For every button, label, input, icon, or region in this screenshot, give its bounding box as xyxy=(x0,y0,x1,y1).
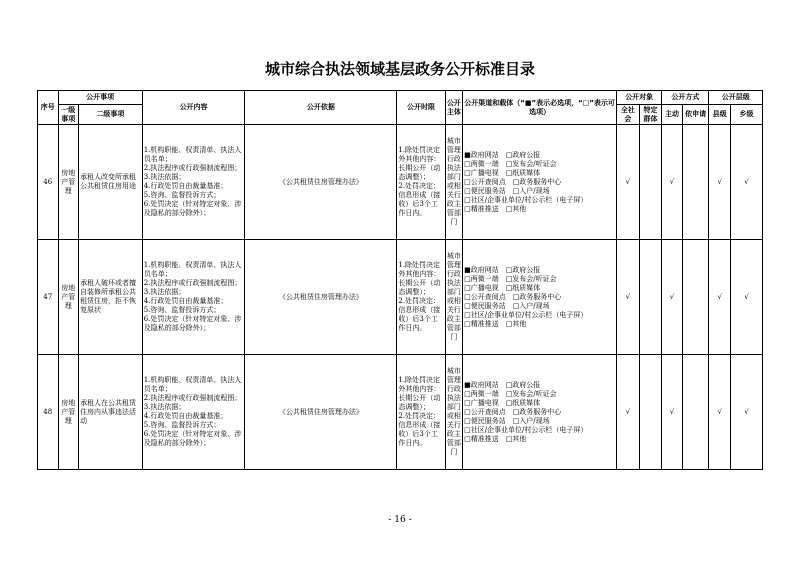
row-level-town: √ xyxy=(731,355,763,470)
row-time: 1.除处罚决定外其他内容：长期公开（动态调整）； 2.处罚决定：信息形成（接收）后3个工作日内。 xyxy=(397,125,445,240)
row-method-apply xyxy=(682,355,709,470)
table-row xyxy=(38,125,763,240)
row-subject: 城市管理行政执法部门或相关行政主管部门 xyxy=(445,125,462,240)
row-method-apply xyxy=(682,240,709,355)
row-time: 1.除处罚决定外其他内容：长期公开（动态调整）； 2.处罚决定：信息形成（接收）后3个工作日内。 xyxy=(397,355,445,470)
header-basis: 公开依据 xyxy=(245,91,397,125)
header-content: 公开内容 xyxy=(142,91,245,125)
header-time: 公开时限 xyxy=(397,91,445,125)
header-level2: 二级事项 xyxy=(79,105,143,125)
row-no: 46 xyxy=(38,125,59,240)
row-channel: ■政府网站 □政府公报 □两微一端 □发布会/听证会 □广播电视 □纸质媒体 □公开查阅点 □政务服务中心 □便民服务站 □入户/现场 □社区/企事业单位/村公示栏（电子屏） □精准推送 □其他 xyxy=(463,355,617,470)
row-method-active: √ xyxy=(662,125,683,240)
header-channel: 公开渠道和载体（“■”表示必选项，“□”表示可选项） xyxy=(463,91,617,125)
row-method-active: √ xyxy=(662,355,683,470)
row-subject: 城市管理行政执法部门或相关行政主管部门 xyxy=(445,355,462,470)
row-level2: 承租人在公共租赁住房内从事违法活动 xyxy=(79,355,143,470)
row-channel: ■政府网站 □政府公报 □两微一端 □发布会/听证会 □广播电视 □纸质媒体 □公开查阅点 □政务服务中心 □便民服务站 □入户/现场 □社区/企事业单位/村公示栏（电子屏） □精准推送 □其他 xyxy=(463,125,617,240)
header-level1: 一级事项 xyxy=(58,105,79,125)
header-level: 公开层级 xyxy=(709,91,763,105)
header-no: 序号 xyxy=(38,91,59,125)
row-method-apply xyxy=(682,125,709,240)
row-level-county: √ xyxy=(709,240,731,355)
row-level-town: √ xyxy=(731,125,763,240)
page-number: - 16 - xyxy=(388,515,412,525)
header-method-apply: 依申请 xyxy=(682,105,709,125)
row-target-specific xyxy=(639,240,662,355)
header-target-specific: 特定群体 xyxy=(639,105,662,125)
row-content: 1.机构职能、权责清单、执法人员名单； 2.执法程序或行政强制流程图； 3.执法依据； 4.行政处罚自由裁量基准； 5.咨询、监督投诉方式； 6.处罚决定（针对特定对象、涉及隐私的部分除外）； xyxy=(142,125,245,240)
row-method-active: √ xyxy=(662,240,683,355)
row-no: 48 xyxy=(38,355,59,470)
header-level-county: 县级 xyxy=(709,105,731,125)
header-target: 公开对象 xyxy=(617,91,662,105)
table-row xyxy=(38,355,763,470)
row-content: 1.机构职能、权责清单、执法人员名单； 2.执法程序或行政强制流程图； 3.执法依据； 4.行政处罚自由裁量基准； 5.咨询、监督投诉方式； 6.处罚决定（针对特定对象、涉及隐私的部分除外）； xyxy=(142,355,245,470)
row-level-town: √ xyxy=(731,240,763,355)
header-subject: 公开主体 xyxy=(445,91,462,125)
row-level-county: √ xyxy=(709,355,731,470)
row-level1: 房地产管理 xyxy=(58,125,79,240)
row-time: 1.除处罚决定外其他内容：长期公开（动态调整）； 2.处罚决定：信息形成（接收）后3个工作日内。 xyxy=(397,240,445,355)
header-method: 公开方式 xyxy=(662,91,709,105)
row-target-specific xyxy=(639,355,662,470)
table-row xyxy=(38,240,763,355)
row-basis: 《公共租赁住房管理办法》 xyxy=(245,125,397,240)
row-target-all: √ xyxy=(617,240,640,355)
header-level-town: 乡级 xyxy=(731,105,763,125)
header-method-active: 主动 xyxy=(662,105,683,125)
row-level1: 房地产管理 xyxy=(58,355,79,470)
row-basis: 《公共租赁住房管理办法》 xyxy=(245,240,397,355)
row-subject: 城市管理行政执法部门或相关行政主管部门 xyxy=(445,240,462,355)
row-level-county: √ xyxy=(709,125,731,240)
document-title: 城市综合执法领域基层政务公开标准目录 xyxy=(264,60,535,78)
row-basis: 《公共租赁住房管理办法》 xyxy=(245,355,397,470)
header-target-all: 全社会 xyxy=(617,105,640,125)
row-no: 47 xyxy=(38,240,59,355)
row-target-all: √ xyxy=(617,125,640,240)
header-items: 公开事项 xyxy=(58,91,142,105)
row-level2: 承租人破坏或者擅自装修所承租公共租赁住房，拒不恢复原状 xyxy=(79,240,143,355)
row-content: 1.机构职能、权责清单、执法人员名单； 2.执法程序或行政强制流程图； 3.执法依据； 4.行政处罚自由裁量基准； 5.咨询、监督投诉方式； 6.处罚决定（针对特定对象、涉及隐私的部分除外）； xyxy=(142,240,245,355)
row-level2: 承租人改变所承租公共租赁住房用途 xyxy=(79,125,143,240)
row-target-all: √ xyxy=(617,355,640,470)
row-level1: 房地产管理 xyxy=(58,240,79,355)
disclosure-table xyxy=(37,90,763,470)
row-channel: ■政府网站 □政府公报 □两微一端 □发布会/听证会 □广播电视 □纸质媒体 □公开查阅点 □政务服务中心 □便民服务站 □入户/现场 □社区/企事业单位/村公示栏（电子屏） □精准推送 □其他 xyxy=(463,240,617,355)
row-target-specific xyxy=(639,125,662,240)
